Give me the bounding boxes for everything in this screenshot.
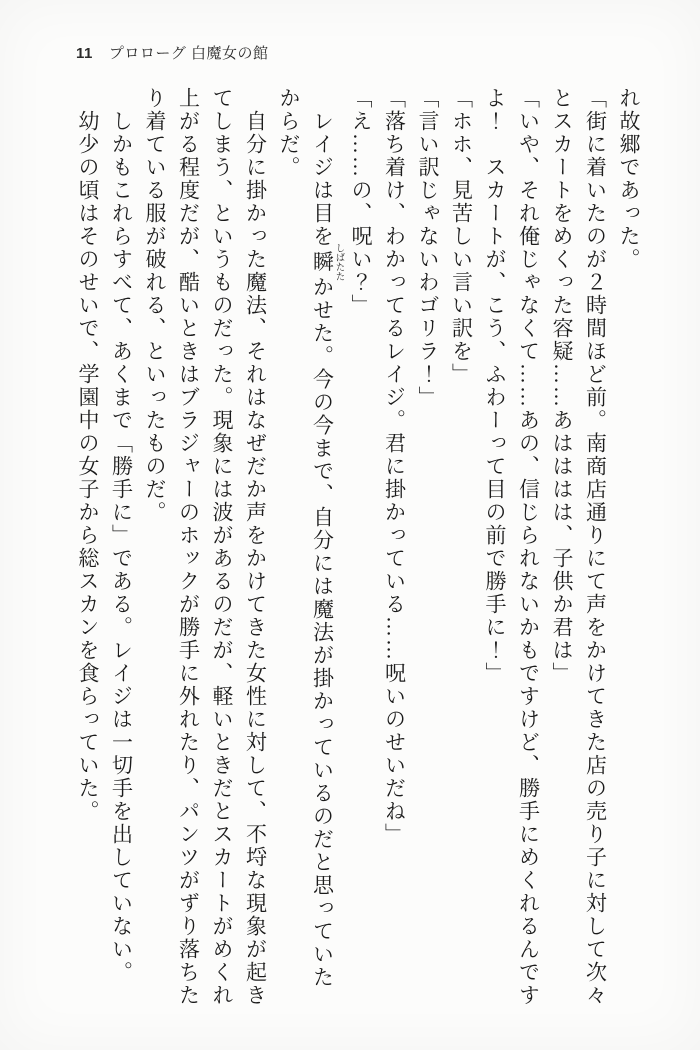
paragraph: 「落ち着け、わかってるレイジ。君に掛かっている……呪いのせいだね」 (382, 87, 407, 846)
paragraph: レイジは目を瞬 しばたたかせた。今の今まで、自分には魔法が掛かっているのだと思っていたからだ。 (277, 87, 344, 989)
paragraph: 「街に着いたのが２時間ほど前。南商店通りにて声をかけてきた店の売り子に対して次々とスカートをめくった容疑……あはははは、子供か君は」 (550, 87, 608, 1007)
paragraph: しかもこれらすべて、あくまで「勝手に」である。レイジは一切手を出していない。 (109, 87, 134, 984)
ruby-annotated-text: 瞬 しばたた (310, 243, 344, 281)
paragraph: 自分に掛かった魔法、それはなぜだか声をかけてきた女性に対して、不埒な現象が起きてしまう、というものだった。現象には波があるのだが、軽いときだとスカートがめくれ上がる程度だが、酷いときはブラジャーのホックが勝手に外れたり、パンツがずり落ちたり着ている服が破れる、といったものだ。 (143, 87, 268, 1007)
paragraph: れ故郷であった。 (617, 87, 641, 271)
page-text (71, 87, 646, 1009)
running-head (76, 42, 269, 63)
page-number: 11 (76, 45, 93, 62)
chapter-title: プロローグ 白魔女の館 (108, 45, 269, 62)
paragraph: 「言い訳じゃないわゴリラ！」 (416, 87, 440, 409)
paragraph: 「いや、それ俺じゃなくて……あの、信じられないかもですけど、勝手にめくれるんですよ！ スカートが、こう、ふわーって目の前で勝手に！」 (483, 87, 541, 1007)
paragraph: 幼少の頃はそのせいで、学園中の女子から総スカンを食らっていた。 (76, 87, 100, 823)
paragraph: 「ホホ、見苦しい言い訳を」 (449, 87, 474, 386)
furigana: しばたた (333, 243, 344, 281)
paragraph: 「え……の、呪い？」 (349, 87, 373, 317)
